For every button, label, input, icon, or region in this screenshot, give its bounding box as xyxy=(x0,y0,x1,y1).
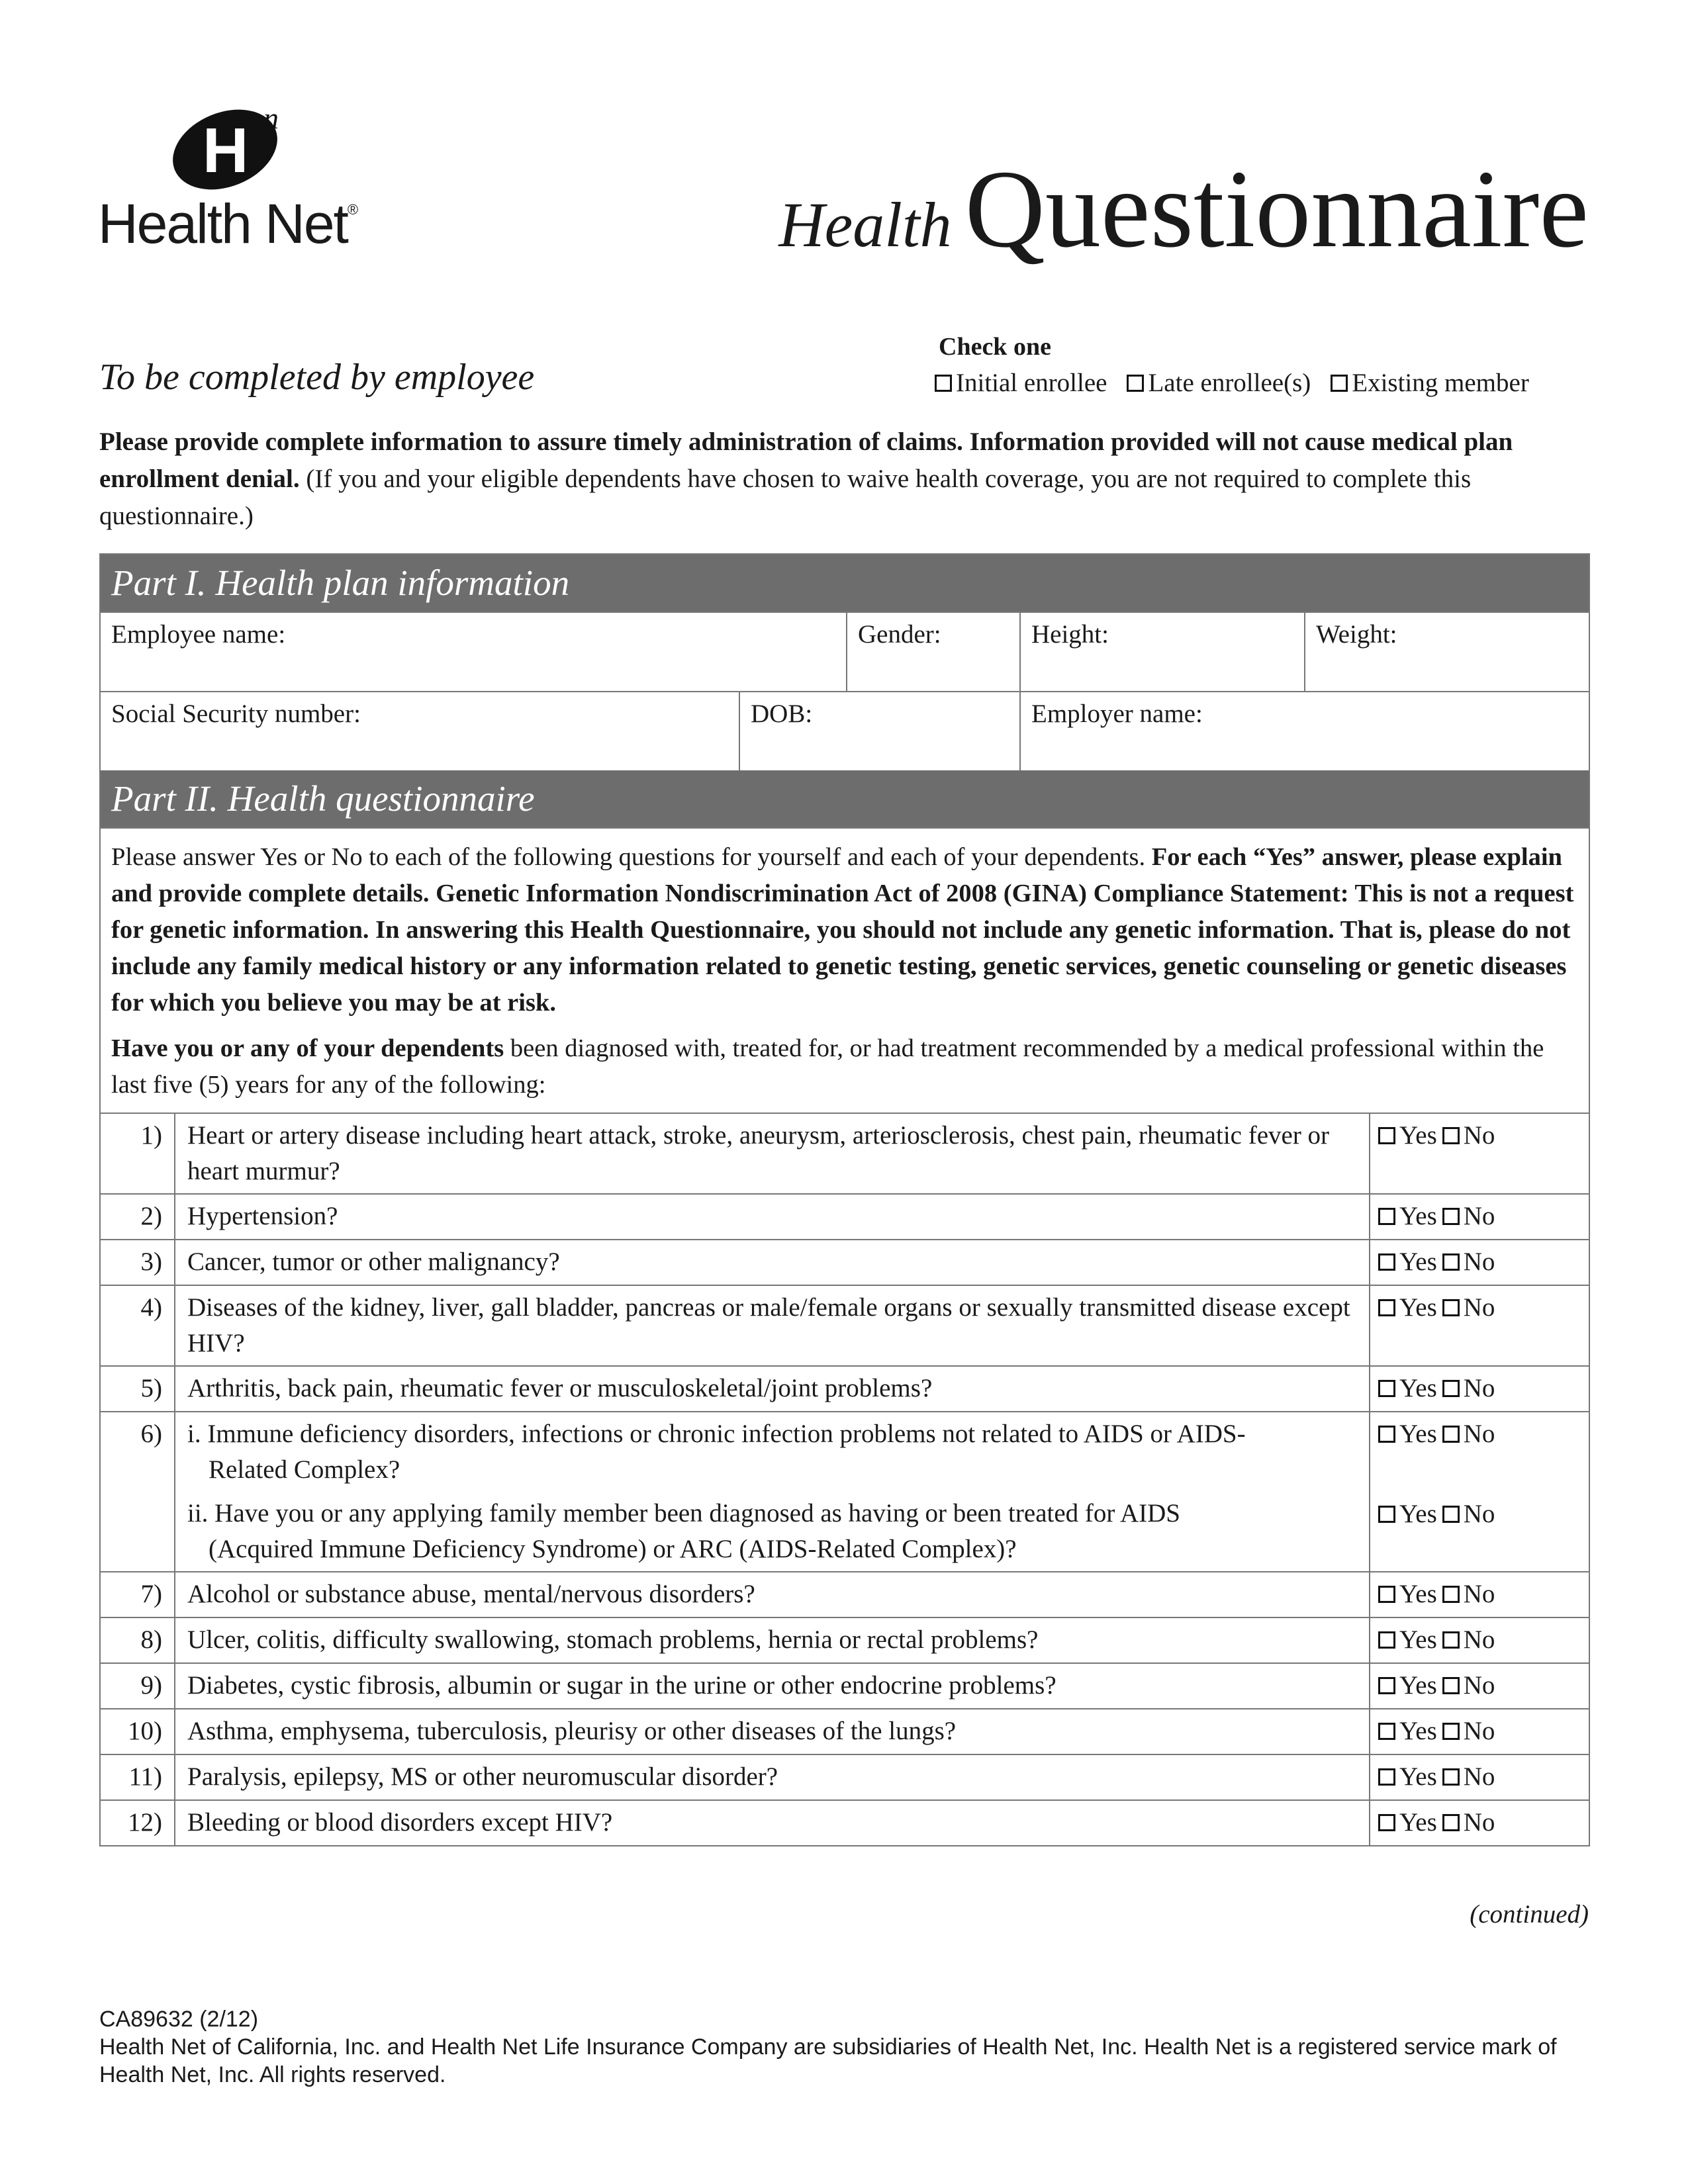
table-row: 6) i. Immune deficiency disorders, infections or chronic infection problems not related to AIDS or AIDS- Related Complex? ii. Have you or any applying family member been diagnosed as having or been treated for AIDS (Acquired Immune Deficiency Syndrome) or ARC (AIDS-Related Complex)? Yes No Yes No xyxy=(101,1412,1589,1572)
table-row: 5) Arthritis, back pain, rheumatic fever or musculoskeletal/joint problems? Yes No xyxy=(101,1366,1589,1412)
employee-name-field[interactable]: Employee name: xyxy=(111,620,286,649)
yes-option[interactable]: Yes xyxy=(1378,1118,1437,1154)
question-text: Arthritis, back pain, rheumatic fever or musculoskeletal/joint problems? xyxy=(175,1366,1370,1412)
table-row: 12) Bleeding or blood disorders except HIV? Yes No xyxy=(101,1800,1589,1845)
yes-option[interactable]: Yes xyxy=(1378,1759,1437,1795)
existing-member-option[interactable]: Existing member xyxy=(1331,368,1529,398)
info-row-1 xyxy=(101,612,1589,691)
yes-option[interactable]: Yes xyxy=(1378,1496,1437,1532)
question-text: Bleeding or blood disorders except HIV? xyxy=(175,1800,1370,1845)
footer xyxy=(99,2005,1589,2089)
legal-text: Health Net of California, Inc. and Health Net Life Insurance Company are subsidiaries of Health Net, Inc. Health Net is a registered service mark of Health Net, Inc. All rights reserved. xyxy=(99,2034,1557,2087)
no-option[interactable]: No xyxy=(1442,1199,1495,1234)
table-row: 3) Cancer, tumor or other malignancy? Yes No xyxy=(101,1240,1589,1285)
check-one-options xyxy=(935,368,1529,398)
yes-option[interactable]: Yes xyxy=(1378,1371,1437,1406)
initial-enrollee-option[interactable]: Initial enrollee xyxy=(935,368,1107,398)
table-row: 7) Alcohol or substance abuse, mental/nervous disorders? Yes No xyxy=(101,1572,1589,1617)
check-one-label: Check one xyxy=(939,333,1051,361)
intro-paragraph: Please provide complete information to assure timely administration of claims. Information provided will not cause medical plan enrollment denial. (If you and your eligible dependents have chosen to waive health coverage, you are not required to complete this questionnaire.) xyxy=(99,428,1513,530)
late-enrollee-checkbox[interactable] xyxy=(1127,375,1144,392)
question-text: Cancer, tumor or other malignancy? xyxy=(175,1240,1370,1285)
table-row: 11) Paralysis, epilepsy, MS or other neuromuscular disorder? Yes No xyxy=(101,1754,1589,1800)
question-text: Diseases of the kidney, liver, gall bladder, pancreas or male/female organs or sexually transmitted disease except HIV? xyxy=(175,1285,1370,1366)
initial-enrollee-checkbox[interactable] xyxy=(935,375,952,392)
form-code: CA89632 (2/12) xyxy=(99,2007,259,2032)
no-option[interactable]: No xyxy=(1442,1668,1495,1704)
yes-option[interactable]: Yes xyxy=(1378,1805,1437,1841)
question-text: Hypertension? xyxy=(175,1194,1370,1240)
health-net-logo-text: Health Net® xyxy=(98,193,357,255)
yes-option[interactable]: Yes xyxy=(1378,1416,1437,1452)
no-option[interactable]: No xyxy=(1442,1118,1495,1154)
yes-option[interactable]: Yes xyxy=(1378,1668,1437,1704)
title-big: Questionnaire xyxy=(964,148,1589,271)
title-small: Health xyxy=(778,189,952,260)
yes-option[interactable]: Yes xyxy=(1378,1713,1437,1749)
no-option[interactable]: No xyxy=(1442,1496,1495,1532)
part2-instructions: Please answer Yes or No to each of the following questions for yourself and each of your dependents. For each “Yes” answer, please explain and provide complete details. Genetic Information Nondiscrimination Act of 2008 (GINA) Compliance Statement: This is not a request for genetic information. In answering this Health Questionnaire, you should not include any genetic information. That is, please do not include any family medical history or any information related to genetic testing, genetic services, genetic counseling or genetic diseases for which you believe you may be at risk. Have you or any of your dependents been diagnosed with, treated for, or had treatment recommended by a medical professional within the last five (5) years for any of the following: xyxy=(101,827,1589,1113)
part1-header: Part I. Health plan information xyxy=(101,555,1589,612)
no-option[interactable]: No xyxy=(1442,1713,1495,1749)
table-row: 4) Diseases of the kidney, liver, gall bladder, pancreas or male/female organs or sexually transmitted disease except HIV? Yes No xyxy=(101,1285,1589,1366)
gender-field[interactable]: Gender: xyxy=(846,613,1019,691)
no-option[interactable]: No xyxy=(1442,1290,1495,1326)
question-text: i. Immune deficiency disorders, infections or chronic infection problems not related to AIDS or AIDS- Related Complex? ii. Have you or any applying family member been diagnosed as having or been treated for AIDS (Acquired Immune Deficiency Syndrome) or ARC (AIDS-Related Complex)? xyxy=(175,1412,1370,1572)
yes-option[interactable]: Yes xyxy=(1378,1576,1437,1612)
no-option[interactable]: No xyxy=(1442,1759,1495,1795)
logo-mark-letter: H xyxy=(203,115,249,186)
continued-note: (continued) xyxy=(1470,1900,1589,1929)
no-option[interactable]: No xyxy=(1442,1622,1495,1658)
existing-member-checkbox[interactable] xyxy=(1331,375,1348,392)
question-text: Heart or artery disease including heart attack, stroke, aneurysm, arteriosclerosis, chest pain, rheumatic fever or heart murmur? xyxy=(175,1113,1370,1194)
table-row: 10) Asthma, emphysema, tuberculosis, pleurisy or other diseases of the lungs? Yes No xyxy=(101,1709,1589,1754)
table-row: 2) Hypertension? Yes No xyxy=(101,1194,1589,1240)
table-row: 1) Heart or artery disease including heart attack, stroke, aneurysm, arteriosclerosis, chest pain, rheumatic fever or heart murmur? Yes No xyxy=(101,1113,1589,1194)
logo-mark-sup: n xyxy=(263,101,279,135)
page-title xyxy=(778,146,1589,273)
health-net-logo-mark xyxy=(164,98,297,191)
questions-table xyxy=(101,1113,1589,1845)
question-text: Paralysis, epilepsy, MS or other neuromuscular disorder? xyxy=(175,1754,1370,1800)
no-option[interactable]: No xyxy=(1442,1371,1495,1406)
question-text: Alcohol or substance abuse, mental/nervous disorders? xyxy=(175,1572,1370,1617)
question-text: Ulcer, colitis, difficulty swallowing, stomach problems, hernia or rectal problems? xyxy=(175,1617,1370,1663)
questionnaire-form xyxy=(99,553,1590,1846)
no-option[interactable]: No xyxy=(1442,1805,1495,1841)
employer-name-field[interactable]: Employer name: xyxy=(1019,692,1589,770)
dob-field[interactable]: DOB: xyxy=(739,692,1019,770)
yes-option[interactable]: Yes xyxy=(1378,1244,1437,1280)
yes-option[interactable]: Yes xyxy=(1378,1290,1437,1326)
info-row-2 xyxy=(101,691,1589,770)
no-option[interactable]: No xyxy=(1442,1244,1495,1280)
table-row: 9) Diabetes, cystic fibrosis, albumin or sugar in the urine or other endocrine problems? Yes No xyxy=(101,1663,1589,1709)
subtitle: To be completed by employee xyxy=(99,357,535,398)
question-text: Diabetes, cystic fibrosis, albumin or sugar in the urine or other endocrine problems? xyxy=(175,1663,1370,1709)
table-row: 8) Ulcer, colitis, difficulty swallowing, stomach problems, hernia or rectal problems? Yes No xyxy=(101,1617,1589,1663)
yes-option[interactable]: Yes xyxy=(1378,1622,1437,1658)
late-enrollee-option[interactable]: Late enrollee(s) xyxy=(1127,368,1311,398)
no-option[interactable]: No xyxy=(1442,1416,1495,1452)
ssn-field[interactable]: Social Security number: xyxy=(111,700,361,728)
weight-field[interactable]: Weight: xyxy=(1304,613,1589,691)
height-field[interactable]: Height: xyxy=(1019,613,1304,691)
no-option[interactable]: No xyxy=(1442,1576,1495,1612)
part2-header: Part II. Health questionnaire xyxy=(101,770,1589,827)
yes-option[interactable]: Yes xyxy=(1378,1199,1437,1234)
question-text: Asthma, emphysema, tuberculosis, pleurisy or other diseases of the lungs? xyxy=(175,1709,1370,1754)
